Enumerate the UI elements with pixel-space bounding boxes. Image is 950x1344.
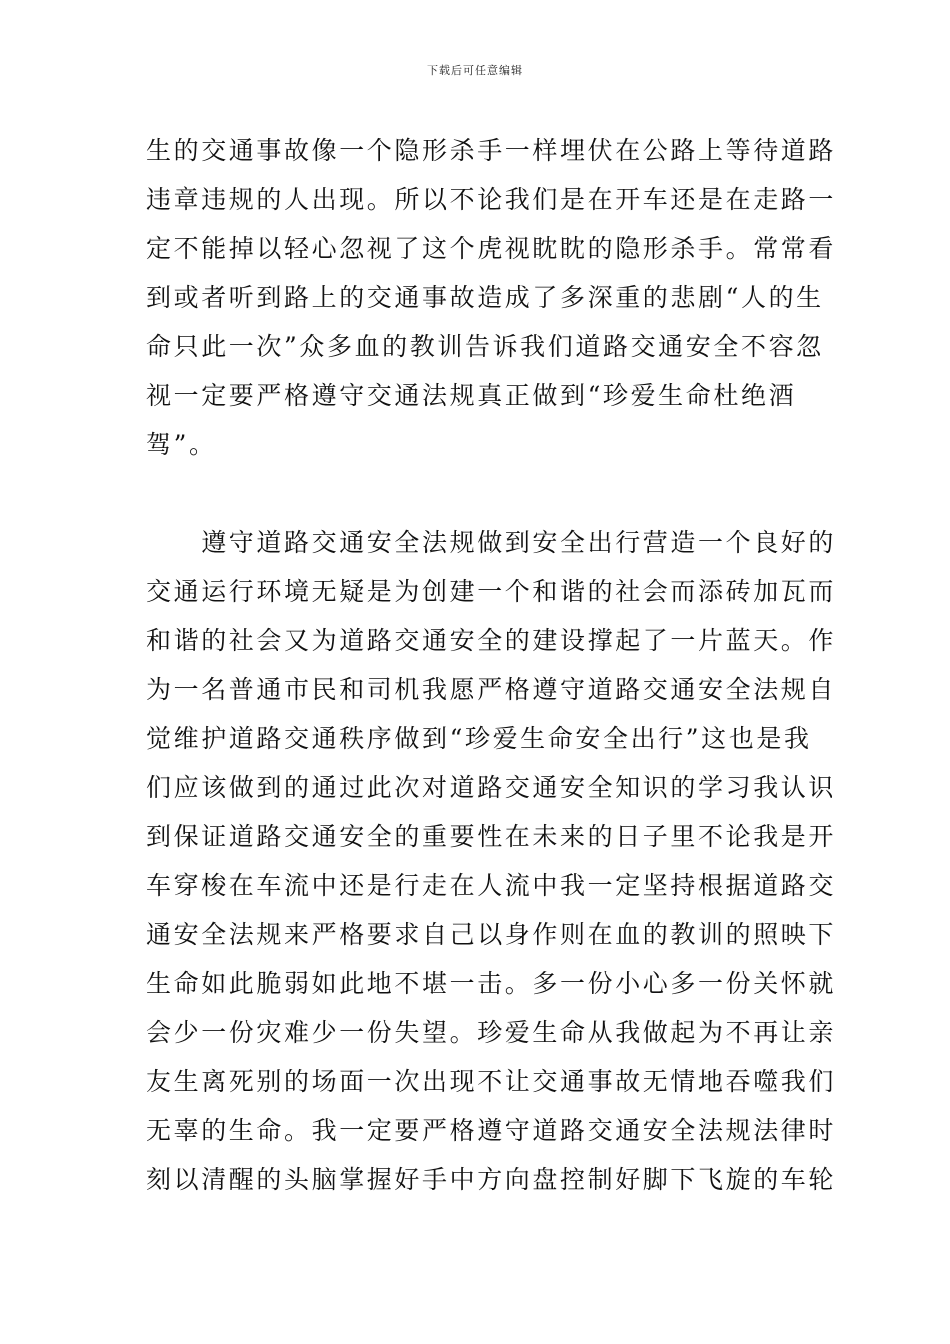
paragraph-line: 觉维护道路交通秩序做到“珍爱生命安全出行”这也是我 xyxy=(146,724,812,753)
paragraph-line: 车穿梭在车流中还是行走在人流中我一定坚持根据道路交 xyxy=(146,871,837,900)
paragraph-line: 视一定要严格遵守交通法规真正做到“珍爱生命杜绝酒 xyxy=(146,381,797,410)
paragraph-line: 到或者听到路上的交通事故造成了多深重的悲剧“人的生 xyxy=(146,283,824,312)
paragraph-line: 友生离死别的场面一次出现不让交通事故无情地吞噬我们 xyxy=(146,1067,837,1096)
paragraph-line: 生命如此脆弱如此地不堪一击。多一份小心多一份关怀就 xyxy=(146,969,837,998)
document-body xyxy=(146,126,837,1204)
paragraph-line: 无辜的生命。我一定要严格遵守道路交通安全法规法律时 xyxy=(146,1116,837,1145)
paragraph-line: 违章违规的人出现。所以不论我们是在开车还是在走路一 xyxy=(146,185,837,214)
paragraph-spacer xyxy=(146,469,808,518)
paragraph-line: 刻以清醒的头脑掌握好手中方向盘控制好脚下飞旋的车轮 xyxy=(146,1165,837,1194)
paragraph-line: 为一名普通市民和司机我愿严格遵守道路交通安全法规自 xyxy=(146,675,837,704)
paragraph-line: 定不能掉以轻心忽视了这个虎视眈眈的隐形杀手。常常看 xyxy=(146,234,837,263)
paragraph-line: 通安全法规来严格要求自己以身作则在血的教训的照映下 xyxy=(146,920,837,949)
paragraph-line: 会少一份灾难少一份失望。珍爱生命从我做起为不再让亲 xyxy=(146,1018,837,1047)
paragraph-line: 命只此一次”众多血的教训告诉我们道路交通安全不容忽 xyxy=(146,332,824,361)
paragraph-line: 们应该做到的通过此次对道路交通安全知识的学习我认识 xyxy=(146,773,837,802)
paragraph-line: 生的交通事故像一个隐形杀手一样埋伏在公路上等待道路 xyxy=(146,136,837,165)
page-header: 下载后可任意编辑 xyxy=(427,64,523,77)
paragraph-line: 驾”。 xyxy=(146,430,217,459)
paragraph-line: 到保证道路交通安全的重要性在未来的日子里不论我是开 xyxy=(146,822,837,851)
paragraph-line: 和谐的社会又为道路交通安全的建设撑起了一片蓝天。作 xyxy=(146,626,837,655)
paragraph-line: 交通运行环境无疑是为创建一个和谐的社会而添砖加瓦而 xyxy=(146,577,837,606)
paragraph-1 xyxy=(146,126,837,469)
paragraph-2 xyxy=(146,518,837,1204)
paragraph-line: 遵守道路交通安全法规做到安全出行营造一个良好的 xyxy=(146,528,837,557)
